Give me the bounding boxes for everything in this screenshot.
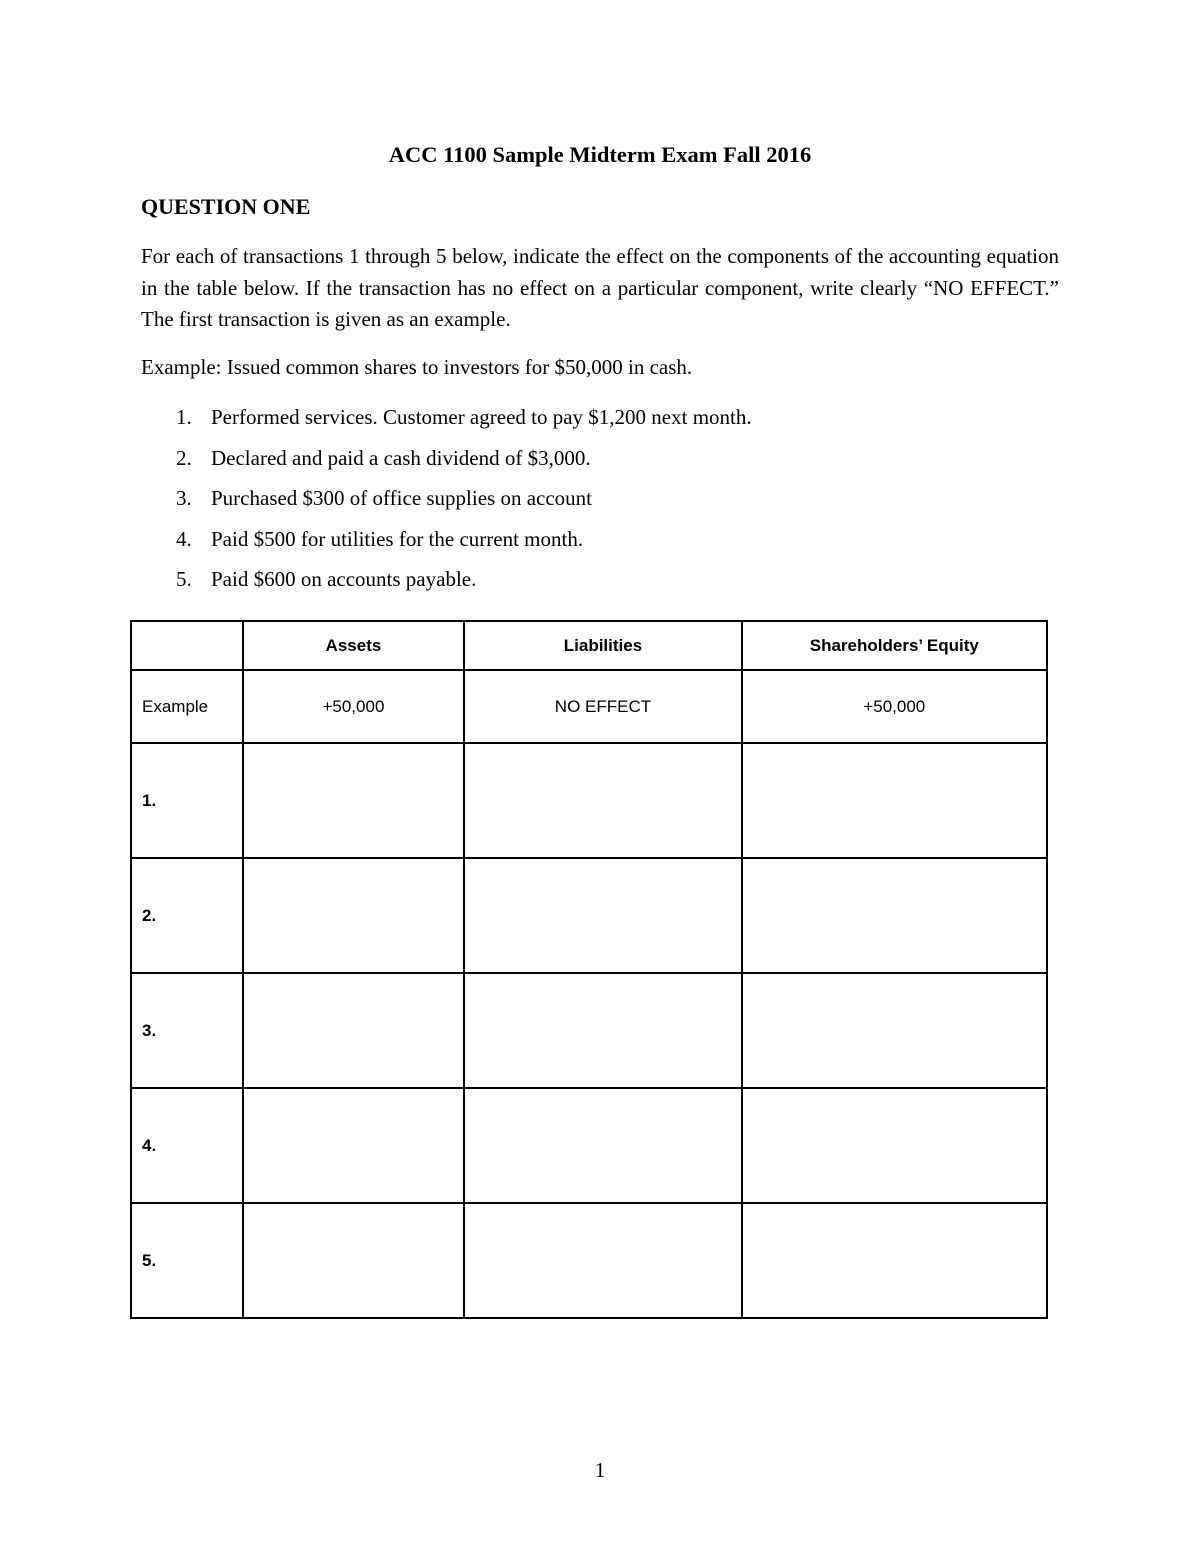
transaction-text: Declared and paid a cash dividend of $3,000. — [211, 445, 591, 470]
liabilities-cell — [464, 1203, 741, 1318]
header-blank-cell — [131, 621, 243, 670]
row-label: Example — [131, 670, 243, 743]
row-label: 3. — [131, 973, 243, 1088]
transaction-text: Performed services. Customer agreed to pay $1,200 next month. — [211, 405, 752, 429]
accounting-equation-table — [130, 620, 1048, 1319]
question-heading: QUESTION ONE — [141, 194, 311, 219]
transaction-text: Paid $600 on accounts payable. — [211, 567, 477, 591]
transaction-item — [141, 446, 752, 487]
equity-cell: +50,000 — [742, 670, 1047, 743]
assets-cell — [243, 1088, 465, 1203]
assets-cell — [243, 858, 465, 973]
liabilities-cell — [464, 1088, 741, 1203]
liabilities-cell — [464, 743, 741, 858]
table-row — [131, 1203, 1047, 1318]
table-row — [131, 973, 1047, 1088]
transaction-list — [141, 405, 752, 608]
header-liabilities: Liabilities — [464, 621, 741, 670]
transaction-item — [141, 405, 752, 446]
assets-cell — [243, 973, 465, 1088]
transaction-item — [141, 486, 752, 527]
row-label: 4. — [131, 1088, 243, 1203]
equity-cell — [742, 1203, 1047, 1318]
liabilities-cell: NO EFFECT — [464, 670, 741, 743]
header-shareholders-equity: Shareholders’ Equity — [742, 621, 1047, 670]
row-label: 2. — [131, 858, 243, 973]
table-row — [131, 743, 1047, 858]
example-transaction: Example: Issued common shares to investors for $50,000 in cash. — [141, 355, 693, 379]
liabilities-cell — [464, 858, 741, 973]
page-number: 1 — [594, 1458, 606, 1482]
transaction-number: 1. — [176, 405, 192, 429]
header-assets: Assets — [243, 621, 465, 670]
row-label: 1. — [131, 743, 243, 858]
transaction-text: Purchased $300 of office supplies on account — [211, 486, 593, 510]
table-header-row — [131, 621, 1047, 670]
table-row — [131, 1088, 1047, 1203]
transaction-number: 3. — [176, 486, 192, 510]
transaction-text: Paid $500 for utilities for the current month. — [211, 526, 584, 551]
assets-cell: +50,000 — [243, 670, 465, 743]
exam-title: ACC 1100 Sample Midterm Exam Fall 2016 — [388, 142, 812, 167]
table-row — [131, 670, 1047, 743]
equity-cell — [742, 1088, 1047, 1203]
equity-cell — [742, 973, 1047, 1088]
transaction-item — [141, 567, 752, 608]
liabilities-cell — [464, 973, 741, 1088]
equity-cell — [742, 858, 1047, 973]
transaction-number: 5. — [176, 567, 192, 591]
transaction-number: 2. — [176, 445, 192, 470]
row-label: 5. — [131, 1203, 243, 1318]
equity-cell — [742, 743, 1047, 858]
assets-cell — [243, 1203, 465, 1318]
transaction-number: 4. — [176, 526, 192, 551]
table-row — [131, 858, 1047, 973]
instructions-paragraph: For each of transactions 1 through 5 below, indicate the effect on the components of the accounting equation in the table below. If the transaction has no effect on a particular component, write clearly “NO EFFECT.” The first transaction is given as an example. — [141, 244, 1059, 331]
assets-cell — [243, 743, 465, 858]
transaction-item — [141, 527, 752, 568]
